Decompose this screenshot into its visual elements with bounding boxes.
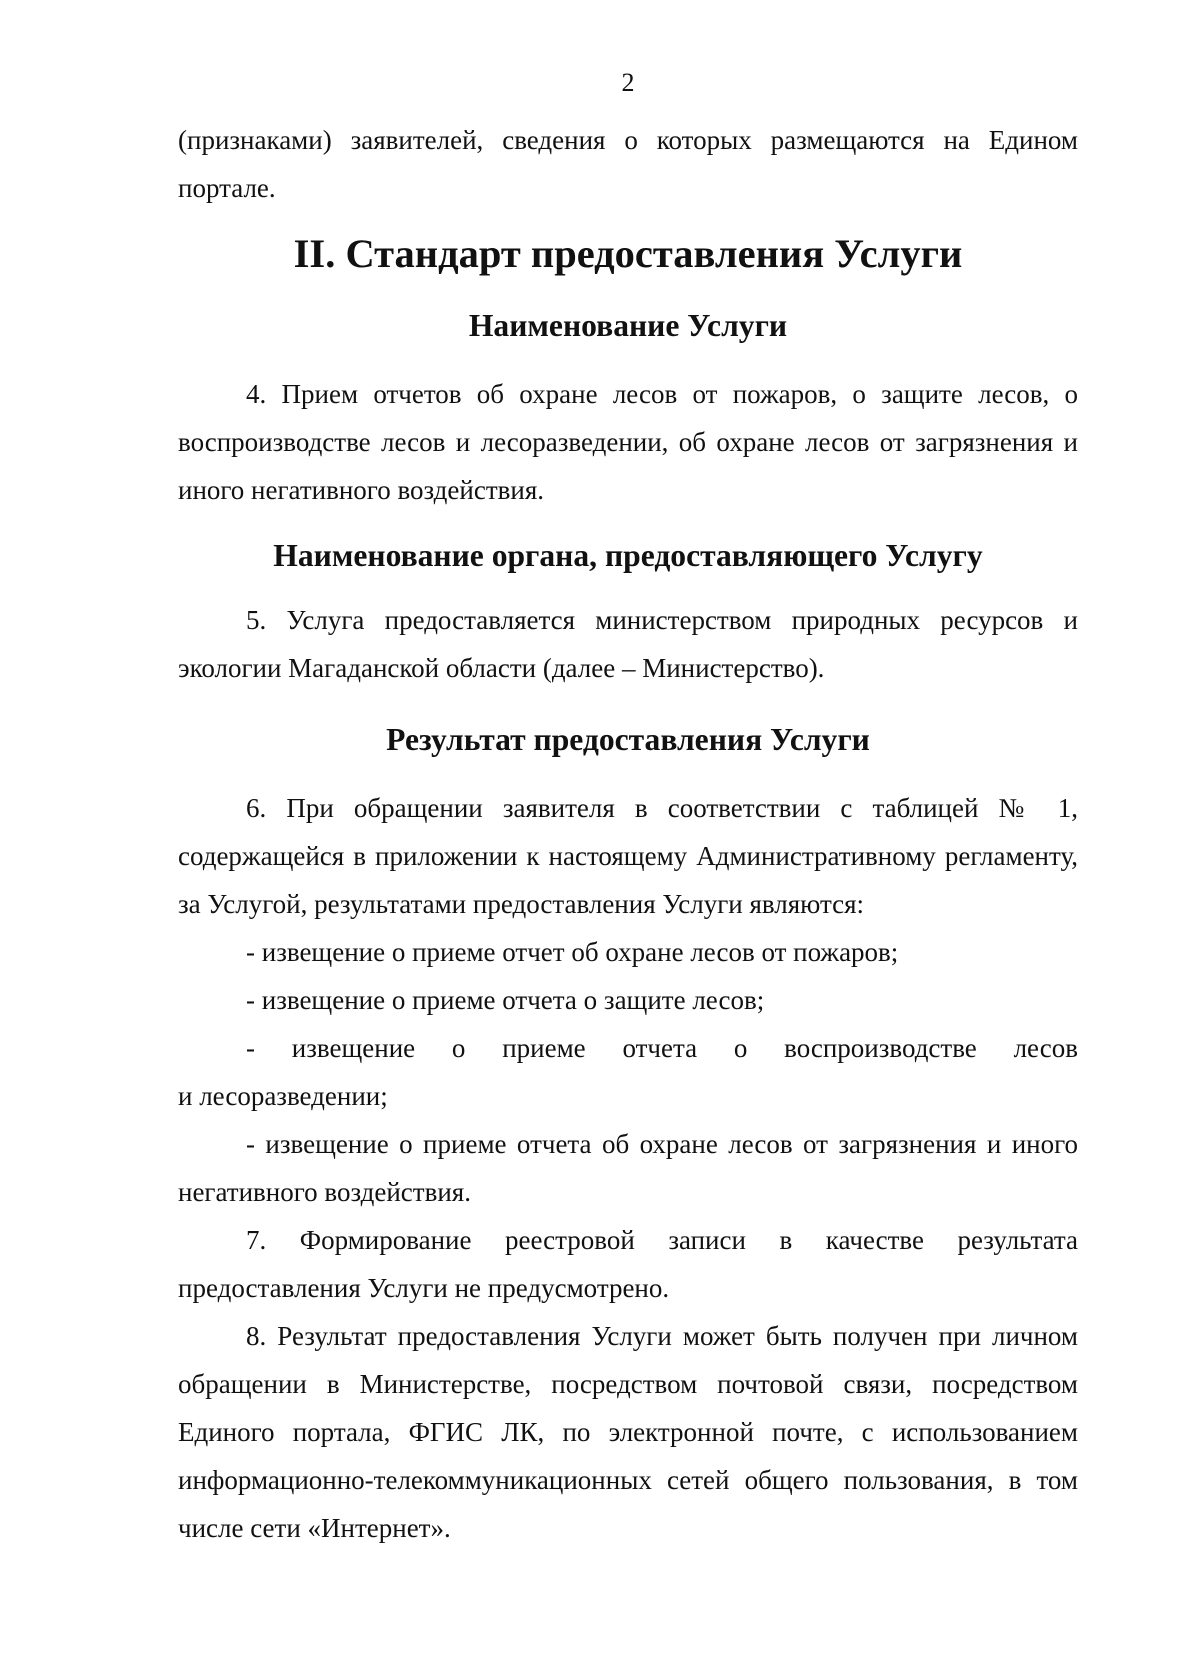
paragraph-5: 5. Услуга предоставляется министерством природных ресурсов и экологии Магаданской области (далее – Министерство). (178, 605, 1078, 683)
service-name-heading: Наименование Услуги (468, 308, 788, 343)
section-heading: II. Стандарт предоставления Услуги (293, 231, 963, 276)
paragraph-7: 7. Формирование реестровой записи в качестве результата предоставления Услуги не предусмотрено. (178, 1225, 1078, 1303)
word: лесов (1013, 1033, 1078, 1063)
list-item: - извещение о приеме отчет об охране лесов от пожаров; (246, 937, 899, 967)
paragraph-4: 4. Прием отчетов об охране лесов от пожаров, о защите лесов, о воспроизводстве лесов и лесоразведении, об охране лесов от загрязнения и иного негативного воздействия. (178, 379, 1078, 505)
list-item: - извещение о приеме отчета о защите лесов; (246, 985, 765, 1015)
word: о (451, 1033, 466, 1063)
document-body (178, 116, 1078, 1552)
list-item-continuation: и лесоразведении; (178, 1081, 388, 1111)
result-heading: Результат предоставления Услуги (386, 722, 870, 757)
word: воспроизводстве (784, 1033, 977, 1063)
word: извещение (291, 1033, 416, 1063)
list-item: - извещение о приеме отчета об охране лесов от загрязнения и иного негативного воздействия. (178, 1129, 1078, 1207)
word: отчета (622, 1033, 698, 1063)
word: - (246, 1033, 255, 1063)
word: о (733, 1033, 748, 1063)
word: приеме (502, 1033, 586, 1063)
paragraph-6: 6. При обращении заявителя в соответствии с таблицей № 1, содержащейся в приложении к настоящему Административному регламенту, за Услугой, результатами предоставления Услуги являются: (178, 793, 1078, 919)
page-number: 2 (621, 68, 635, 97)
organ-heading: Наименование органа, предоставляющего Услугу (273, 538, 983, 573)
list-item-justified-line (178, 1024, 1078, 1072)
intro-paragraph: (признаками) заявителей, сведения о которых размещаются на Едином портале. (178, 125, 1078, 203)
paragraph-8: 8. Результат предоставления Услуги может быть получен при личном обращении в Министерстве, посредством почтовой связи, посредством Единого портала, ФГИС ЛК, по электронной почте, с использованием информационно-телекоммуникационных сетей общего пользования, в том числе сети «Интернет». (178, 1321, 1078, 1543)
